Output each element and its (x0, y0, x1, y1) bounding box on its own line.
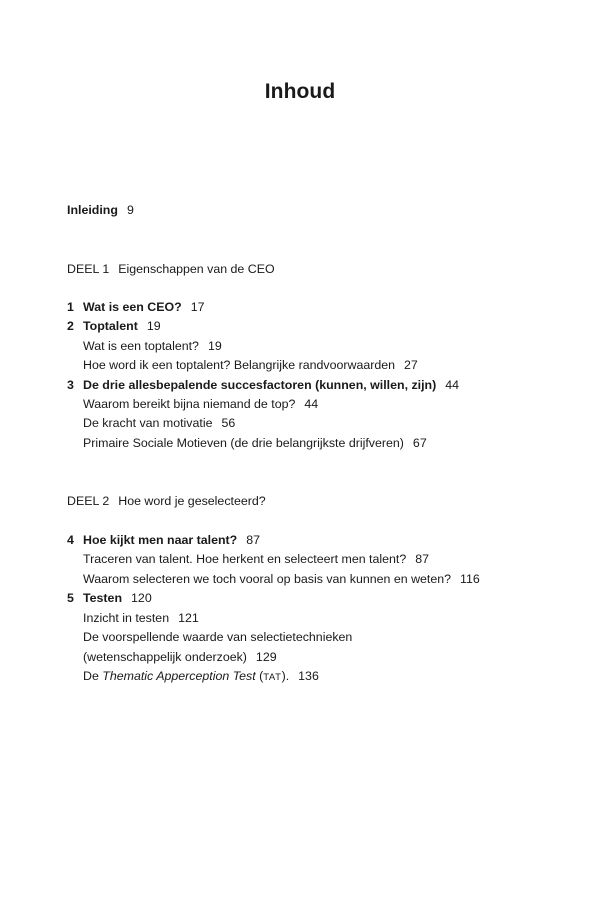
page-title: Inhoud (264, 80, 336, 103)
toc-section[interactable] (83, 396, 318, 412)
toc-page-number: 19 (146, 319, 161, 333)
section-title: Traceren van talent. Hoe herkent en selecteert men talent? (83, 552, 407, 566)
toc-page-number: 129 (255, 650, 277, 664)
toc-chapter-4[interactable] (67, 532, 260, 548)
chapter-number: 2 (67, 319, 74, 333)
toc-page-number: 44 (304, 397, 319, 411)
toc-section[interactable] (83, 435, 427, 451)
chapter-number: 4 (67, 533, 74, 547)
toc-page-number: 67 (412, 436, 427, 450)
toc-part-2[interactable] (67, 493, 266, 509)
toc-page-number: 116 (460, 572, 480, 586)
toc-section[interactable] (83, 415, 235, 431)
part-label: DEEL 2 (67, 494, 110, 508)
toc-section[interactable] (83, 629, 352, 645)
section-title: Waarom bereikt bijna niemand de top? (83, 397, 296, 411)
toc-section[interactable] (83, 610, 199, 626)
chapter-number: 1 (67, 300, 74, 314)
section-title: Hoe word ik een toptalent? Belangrijke randvoorwaarden (83, 358, 396, 372)
toc-section[interactable] (83, 571, 480, 587)
toc-section[interactable] (83, 668, 319, 686)
section-title-prefix: De (83, 669, 103, 683)
part-label: DEEL 1 (67, 262, 110, 276)
section-title-open: ( (255, 669, 264, 683)
chapter-title: Hoe kijkt men naar talent? (83, 533, 238, 547)
section-title: Inzicht in testen (83, 611, 170, 625)
toc-page-number: 87 (415, 552, 430, 566)
toc-page-number: 19 (207, 339, 222, 353)
toc-page-number: 9 (126, 203, 134, 217)
toc-section[interactable] (83, 551, 429, 567)
toc-page-number: 121 (178, 611, 199, 625)
toc-part-1[interactable] (67, 261, 275, 277)
part-title: Hoe word je geselecteerd? (118, 494, 266, 508)
section-title: Wat is een toptalent? (83, 339, 199, 353)
toc-section[interactable] (83, 357, 418, 373)
chapter-number: 3 (67, 378, 74, 392)
toc-chapter-2[interactable] (67, 318, 161, 334)
toc-page-number: 120 (131, 591, 152, 605)
section-title-close: ). (281, 669, 290, 683)
chapter-title: Toptalent (83, 319, 138, 333)
part-title: Eigenschappen van de CEO (118, 262, 275, 276)
section-title-abbreviation: TAT (263, 672, 282, 683)
chapter-number: 5 (67, 591, 74, 605)
section-title: (wetenschappelijk onderzoek) (83, 650, 247, 664)
section-title-italic: Thematic Apperception Test (102, 669, 256, 683)
toc-intro[interactable] (67, 202, 134, 218)
toc-chapter-1[interactable] (67, 299, 204, 315)
toc-page-number: 44 (445, 378, 460, 392)
toc-page-number: 87 (246, 533, 261, 547)
section-title: De voorspellende waarde van selectietechnieken (83, 630, 353, 644)
chapter-title: Testen (83, 591, 123, 605)
section-title: Primaire Sociale Motieven (de drie belangrijkste drijfveren) (83, 436, 404, 450)
chapter-title: De drie allesbepalende succesfactoren (kunnen, willen, zijn) (83, 378, 437, 392)
section-title: Waarom selecteren we toch vooral op basis van kunnen en weten? (83, 572, 452, 586)
toc-intro-title: Inleiding (67, 203, 118, 217)
toc-page-number: 56 (221, 416, 236, 430)
toc-section[interactable] (83, 338, 222, 354)
section-title: De kracht van motivatie (83, 416, 213, 430)
toc-section-continued[interactable] (83, 649, 277, 665)
toc-page-number: 17 (190, 300, 205, 314)
toc-chapter-3[interactable] (67, 377, 459, 393)
toc-chapter-5[interactable] (67, 590, 152, 606)
chapter-title: Wat is een CEO? (83, 300, 182, 314)
toc-page-number: 27 (404, 358, 418, 372)
toc-page-number: 136 (298, 669, 319, 683)
